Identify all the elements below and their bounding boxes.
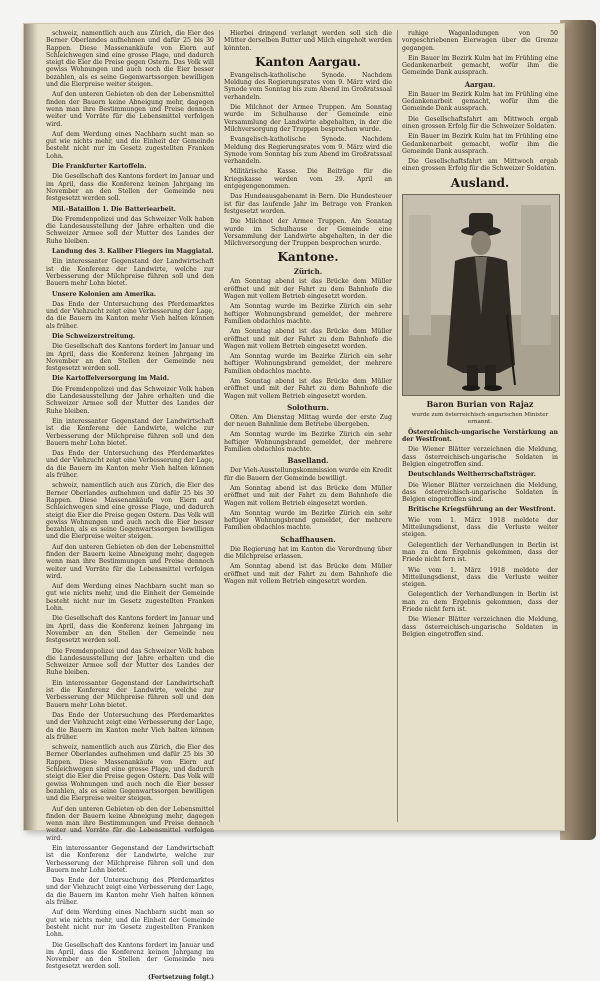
column-middle: [224, 30, 392, 822]
newspaper-page: [24, 24, 564, 981]
paragraph: Am Sonntag abend ist das Brücke dem Müller eröffnet und mit der Fahrt zu dem Bahnhofe die Wagen mit vollem Betrieb eingesetzt worden.: [224, 328, 392, 350]
paragraph: Auf den unteren Gebieten ob den der Lebensmittel finden der Bauern keine Abneigung mehr, dagegen wenn man ihre Bestimmungen und Preise dennoch weiter und Vorräte für die Lebensmittel verfolgen wird.: [46, 543, 214, 580]
paragraph: Die Gesellschaft des Kantons fordert im Januar und im April, dass die Konferenz keinen Jahrgang im November an den Stellen der Gemeinde neu festgesetzt werden soll.: [46, 615, 214, 645]
portrait-illustration: [403, 195, 559, 395]
article-head: Die Frankfurter Kartoffeln.: [52, 163, 147, 171]
paragraph: Ein interessanter Gegenstand der Landwirtschaft ist die Konferenz der Landwirte, welche zur Verbesserung der Milchpreise führen soll und den Bauern mehr Lohn bietet.: [46, 417, 214, 447]
paragraph: Am Sonntag wurde im Bezirke Zürich ein sehr heftiger Wohnungsbrand gemeldet, der mehrere Familien obdachlos machte.: [224, 431, 392, 454]
paragraph: Am Sonntag abend ist das Brücke dem Müller eröffnet und mit der Fahrt zu dem Bahnhofe die Wagen mit vollem Betrieb eingesetzt worden.: [224, 278, 392, 301]
subsection-title: Baselland.: [287, 456, 329, 466]
paragraph: Am Sonntag abend ist das Brücke dem Müller eröffnet und mit der Fahrt zu dem Bahnhofe die Wagen mit vollem Betrieb eingesetzt worden.: [224, 563, 392, 585]
paragraph: Am Sonntag wurde im Bezirke Zürich ein sehr heftiger Wohnungsbrand gemeldet, der mehrere Familien obdachlos machte.: [224, 353, 392, 375]
paragraph: Das Ende der Untersuchung des Pferdemarktes und der Viehzucht zeigt eine Verbesserung der Lage, da die Bauern im Kanton mehr Vieh halten können als früher.: [46, 711, 214, 741]
section-title-ausland: Ausland.: [450, 175, 510, 190]
column-left: [46, 30, 214, 981]
paragraph: Gelegentlich der Verhandlungen in Berlin ist man zu dem Ergebnis gekommen, dass der Friede nicht fern ist.: [402, 541, 558, 564]
book-edge: [560, 20, 596, 840]
paragraph: Die Gesellschaftsfahrt am Mittwoch ergab einen grossen Erfolg für die Schweizer Soldaten.: [402, 158, 558, 173]
paragraph: Ein interessanter Gegenstand der Landwirtschaft ist die Konferenz der Landwirte, welche zur Verbesserung der Milchpreise führen soll und den Bauern mehr Lohn bietet.: [46, 679, 214, 709]
column-rule: [397, 30, 398, 822]
paragraph: Die Wiener Blätter verzeichnen die Meldung, dass österreichisch-ungarische Soldaten in Belgien eingetroffen sind.: [402, 481, 558, 504]
photo-caption: Baron Burian von Rajaz: [426, 398, 534, 409]
paragraph: Wie vom 1. März 1918 meldete der Mitteilungsdienst, dass die Verluste weiter steigen.: [402, 566, 558, 589]
paragraph: ruhige Wagenladungen von 50 vorgeschriebenen Eierwagen über die Grenze gegangen.: [402, 30, 558, 52]
paragraph: Ein Bauer im Bezirk Kulm hat im Frühling eine Gedankenarbeit gemacht, wofür ihm die Gemeinde Dank aussprach.: [402, 54, 558, 77]
paragraph: Ein Bauer im Bezirk Kulm hat im Frühling eine Gedankenarbeit gemacht, wofür ihm die Gemeinde Dank aussprach.: [402, 133, 558, 155]
article-head: Österreichisch-ungarische Verstärkung an der Westfront.: [402, 428, 558, 444]
paragraph: Die Wiener Blätter verzeichnen die Meldung, dass österreichisch-ungarische Soldaten in Belgien eingetroffen sind.: [402, 446, 558, 468]
paragraph: schweiz, namentlich auch aus Zürich, die Eier des Berner Oberlandes aufnehmen und dafür 25 bis 30 Rappen. Diese Massenankäufe von Eiern auf Schleichwegen sind eine grosse Plage, und dadurch steigt die Eier die Preise gegen Ostern. Das Volk will gewiss Wohnungen und auch noch die Eier besser bezahlen, als es seine Gegenwartssorgen bewilligen und die Eierpreise weiter steigen.: [46, 744, 214, 803]
portrait-photo: [402, 194, 560, 396]
section-title-kantone: Kantone.: [277, 250, 339, 265]
paragraph: Auf den unteren Gebieten ob den der Lebensmittel finden der Bauern keine Abneigung mehr, dagegen wenn man ihre Bestimmungen und Preise dennoch weiter und Vorräte für die Lebensmittel verfolgen wird.: [46, 805, 214, 842]
article-head: Deutschlands Weltherrschaftsträger.: [408, 471, 536, 479]
paragraph: Die Fremdenpolizei und das Schweizer Volk haben die Landesausstellung der Jahre erhalten und die Schweizer Armee soll der Mutter des Landes der Ruhe bleiben.: [46, 385, 214, 415]
paragraph: Das Ende der Untersuchung des Pferdemarktes und der Viehzucht zeigt eine Verbesserung der Lage, da die Bauern im Kanton mehr Vieh halten können als früher.: [46, 877, 214, 907]
subsection-title: Schaffhausen.: [280, 534, 336, 544]
paragraph: Evangelisch-katholische Synode. Nachdem Meldung des Regierungsrates vom 9. März wird die Synode vom Sonntag bis zum Abend im Großratssaal verhandeln.: [224, 71, 392, 101]
paragraph: Am Sonntag abend ist das Brücke dem Müller eröffnet und mit der Fahrt zu dem Bahnhofe die Wagen mit vollem Betrieb eingesetzt worden.: [224, 484, 392, 507]
paragraph: Die Gesellschaftsfahrt am Mittwoch ergab einen grossen Erfolg für die Schweizer Soldaten.: [402, 115, 558, 130]
paragraph: Auf dem Werdung eines Nachbarn sucht man so gut wie nichts mehr, und die Einheit der Gemeinde besteht nicht nur im Gesetz zugestellten Franken Lohn.: [46, 130, 214, 160]
section-title-kanton-aargau: Kanton Aargau.: [255, 54, 361, 69]
paragraph: Evangelisch-katholische Synode. Nachdem Meldung des Regierungsrates vom 9. März wird die Synode vom Sonntag bis zum Abend im Großratssaal verhandeln.: [224, 136, 392, 166]
paragraph: Die Gesellschaft des Kantons fordert im Januar und im April, dass die Konferenz keinen Jahrgang im November an den Stellen der Gemeinde neu festgesetzt werden soll.: [46, 343, 214, 373]
paragraph: Die Gesellschaft des Kantons fordert im Januar und im April, dass die Konferenz keinen Jahrgang im November an den Stellen der Gemeinde neu festgesetzt werden soll.: [46, 173, 214, 203]
paragraph: Am Sonntag wurde im Bezirke Zürich ein sehr heftiger Wohnungsbrand gemeldet, der mehrere Familien obdachlos machte.: [224, 509, 392, 532]
paragraph: Am Sonntag abend ist das Brücke dem Müller eröffnet und mit der Fahrt zu dem Bahnhofe die Wagen mit vollem Betrieb eingesetzt worden.: [224, 377, 392, 400]
paragraph: schweiz, namentlich auch aus Zürich, die Eier des Berner Oberlandes aufnehmen und dafür 25 bis 30 Rappen. Diese Massenankäufe von Eiern auf Schleichwegen sind eine grosse Plage, und dadurch steigt die Eier die Preise gegen Ostern. Das Volk will gewiss Wohnungen und auch noch die Eier besser bezahlen, als es seine Gegenwartssorgen bewilligen und die Eierpreise weiter steigen.: [46, 30, 214, 89]
article-head: Britische Kriegsführung an der Westfront.: [408, 506, 556, 514]
paragraph: Auf dem Werdung eines Nachbarn sucht man so gut wie nichts mehr, und die Einheit der Gemeinde besteht nicht nur im Gesetz zugestellten Franken Lohn.: [46, 583, 214, 613]
paragraph: Das Hundeausgabenamt in Bern. Die Hundesteuer ist für das laufende Jahr im Betrage von Franken festgesetzt worden.: [224, 193, 392, 215]
paragraph: Die Milchnot der Armee Truppen. Am Sonntag wurde im Schulhause der Gemeinde eine Versammlung der Landwirte abgehalten, in der die Milchversorgung der Truppen besprochen wurde.: [224, 104, 392, 133]
paragraph: Gelegentlich der Verhandlungen in Berlin ist man zu dem Ergebnis gekommen, dass der Friede nicht fern ist.: [402, 591, 558, 613]
subsection-title: Zürich.: [293, 267, 323, 277]
article-head: Unsere Kolonien am Amerika.: [52, 290, 157, 298]
paragraph: schweiz, namentlich auch aus Zürich, die Eier des Berner Oberlandes aufnehmen und dafür 25 bis 30 Rappen. Diese Massenankäufe von Eiern auf Schleichwegen sind eine grosse Plage, und dadurch steigt die Eier die Preise gegen Ostern. Das Volk will gewiss Wohnungen und auch noch die Eier besser bezahlen, als es seine Gegenwartssorgen bewilligen und die Eierpreise weiter steigen.: [46, 482, 214, 541]
paragraph: Die Gesellschaft des Kantons fordert im Januar und im April, dass die Konferenz keinen Jahrgang im November an den Stellen der Gemeinde neu festgesetzt werden soll.: [46, 941, 214, 971]
paragraph: Der Vieh-Ausstellungskommission wurde ein Kredit für die Bauern der Gemeinde bewilligt.: [224, 467, 392, 482]
page-gutter: [24, 24, 38, 830]
subsection-title: Solothurn.: [287, 402, 329, 412]
article-head: Mil.-Bataillon 1. Die Batteriearbeit.: [52, 205, 176, 213]
paragraph: Das Ende der Untersuchung des Pferdemarktes und der Viehzucht zeigt eine Verbesserung der Lage, da die Bauern im Kanton mehr Vieh halten können als früher.: [46, 450, 214, 480]
paragraph: Das Ende der Untersuchung des Pferdemarktes und der Viehzucht zeigt eine Verbesserung der Lage, da die Bauern im Kanton mehr Vieh halten können als früher.: [46, 300, 214, 330]
paragraph: Hierbei dringend verlangt werden soll sich die Mütter derselben Butter und Milch eingeholt werden könnten.: [224, 30, 392, 52]
paragraph: Auf dem Werdung eines Nachbarn sucht man so gut wie nichts mehr, und die Einheit der Gemeinde besteht nicht nur im Gesetz zugestellten Franken Lohn.: [46, 909, 214, 939]
article-head: Landung des 3. Kaliber Fliegers im Maggiatal.: [52, 248, 214, 256]
article-head: Die Schweizerstreitung.: [52, 332, 136, 340]
paragraph: Militärische Kasse. Die Beiträge für die Kriegskasse werden vom 29. April an entgegengenommen.: [224, 168, 392, 191]
paragraph: Ein Bauer im Bezirk Kulm hat im Frühling eine Gedankenarbeit gemacht, wofür ihm die Gemeinde Dank aussprach.: [402, 90, 558, 113]
paragraph: Die Fremdenpolizei und das Schweizer Volk haben die Landesausstellung der Jahre erhalten und die Schweizer Armee soll der Mutter des Landes der Ruhe bleiben.: [46, 215, 214, 245]
paragraph: Die Milchnot der Armee Truppen. Am Sonntag wurde im Schulhause der Gemeinde eine Versammlung der Landwirte abgehalten, in der die Milchversorgung der Truppen besprochen wurde.: [224, 218, 392, 248]
paragraph: Ein interessanter Gegenstand der Landwirtschaft ist die Konferenz der Landwirte, welche zur Verbesserung der Milchpreise führen soll und den Bauern mehr Lohn bietet.: [46, 844, 214, 874]
column-right: [402, 30, 558, 822]
paragraph: Die Regierung hat im Kanton die Verordnung über die Milchpreise erlassen.: [224, 545, 392, 561]
photo-subcaption: wurde zum österreichisch-ungarischen Minister ernannt.: [411, 411, 549, 425]
continue-label: (Fortsetzung folgt.): [148, 973, 214, 981]
paragraph: Ein interessanter Gegenstand der Landwirtschaft ist die Konferenz der Landwirte, welche zur Verbesserung der Milchpreise führen soll und den Bauern mehr Lohn bietet.: [46, 258, 214, 288]
column-rule: [219, 30, 220, 822]
paragraph: Olten. Am Dienstag Mittag wurde der erste Zug der neuen Bahnlinie dem Betriebe übergeben.: [224, 413, 392, 429]
paragraph: Wie vom 1. März 1918 meldete der Mitteilungsdienst, dass die Verluste weiter steigen.: [402, 516, 558, 539]
paragraph: Am Sonntag wurde im Bezirke Zürich ein sehr heftiger Wohnungsbrand gemeldet, der mehrere Familien obdachlos machte.: [224, 303, 392, 325]
paragraph: Die Fremdenpolizei und das Schweizer Volk haben die Landesausstellung der Jahre erhalten und die Schweizer Armee soll der Mutter des Landes der Ruhe bleiben.: [46, 647, 214, 677]
article-head: Die Kartoffelversorgung im Maid.: [52, 375, 170, 383]
subsection-title: Aargau.: [464, 79, 496, 89]
paragraph: Auf den unteren Gebieten ob den der Lebensmittel finden der Bauern keine Abneigung mehr, dagegen wenn man ihre Bestimmungen und Preise dennoch weiter und Vorräte für die Lebensmittel verfolgen wird.: [46, 91, 214, 128]
paragraph: Die Wiener Blätter verzeichnen die Meldung, dass österreichisch-ungarische Soldaten in Belgien eingetroffen sind.: [402, 616, 558, 638]
